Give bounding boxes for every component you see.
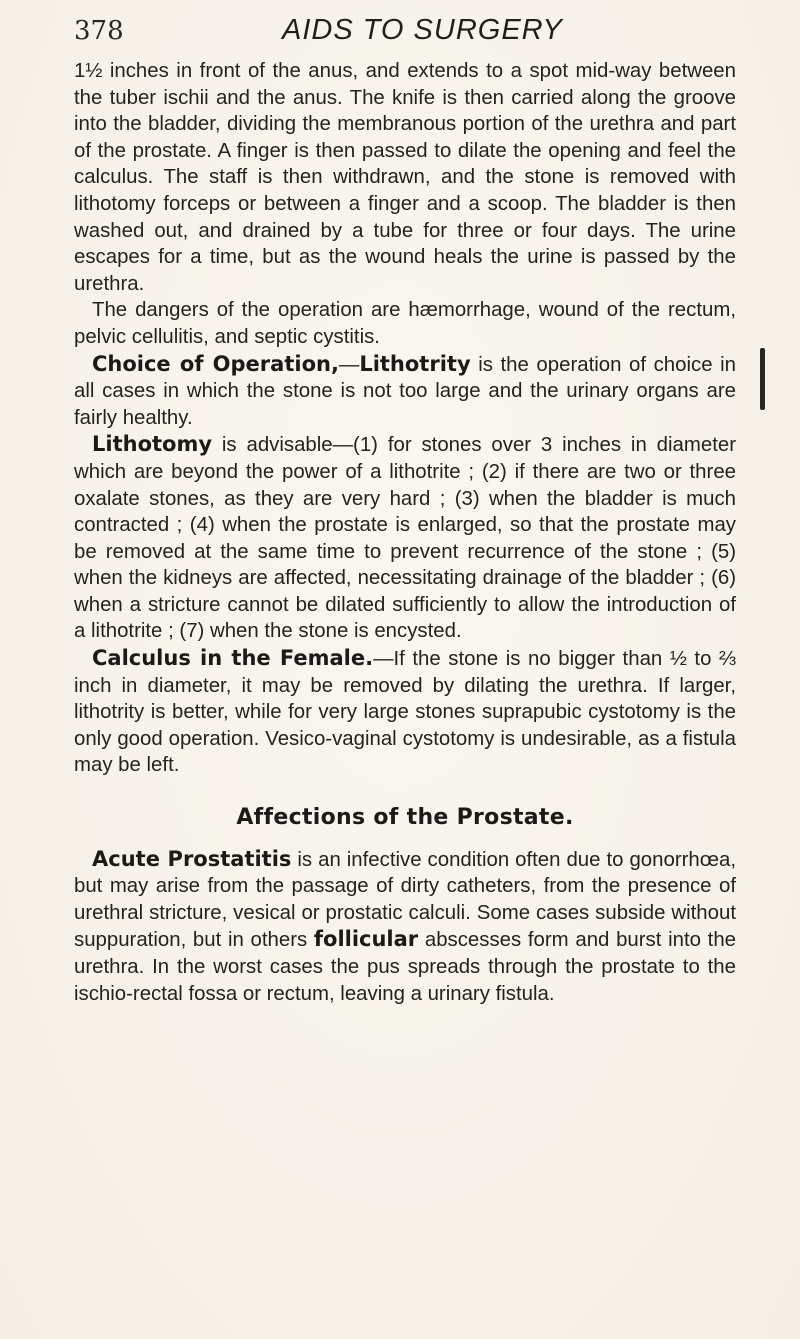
heading-choice-of-operation: Choice of Operation, [92, 351, 339, 376]
running-head: AIDS TO SURGERY [282, 14, 563, 46]
page-number: 378 [74, 16, 124, 46]
paragraph-choice-of-operation [74, 351, 736, 432]
page-header [74, 14, 754, 48]
paragraph-lithotomy-procedure: 1½ inches in front of the anus, and extends to a spot mid-way between the tuber ischii and the anus. The knife is then carried along the groove into the bladder, dividing the membranous portion of the urethra and part of the prostate. A finger is then passed to dilate the opening and feel the calculus. The staff is then withdrawn, and the stone is removed with lithotomy forceps or between a finger and a scoop. The bladder is then washed out, and drained by a tube for three or four days. The urine escapes for a time, but as the wound heals the urine is passed by the urethra. [74, 60, 736, 295]
choice-text: is the operation of choice in all cases in which the stone is not too large and the urinary organs are fairly healthy. [74, 353, 736, 429]
section-heading-prostate: Affections of the Prostate. [236, 805, 574, 831]
term-lithotrity: Lithotrity [359, 351, 471, 376]
paragraph-dangers: The dangers of the operation are hæmorrhage, wound of the rectum, pelvic cellulitis, and septic cystitis. [74, 299, 736, 348]
acute-prostatitis-text-b: abscesses form and burst into the urethra. In the worst cases the pus spreads through the prostate to the ischio-rectal fossa or rectum, leaving a urinary fistula. [74, 929, 736, 1005]
paragraph-calculus-female [74, 645, 736, 779]
paragraph-acute-prostatitis [74, 846, 736, 1008]
body-text [74, 58, 736, 1007]
term-follicular: follicular [313, 927, 419, 952]
calculus-female-text: —If the stone is no bigger than ½ to ⅔ inch in diameter, it may be removed by dilating the urethra. If larger, lithotrity is better, while for very large stones suprapubic cystotomy is the only good operation. Vesico-vaginal cystotomy is undesirable, as a fistula may be left. [74, 648, 736, 777]
heading-calculus-female: Calculus in the Female. [92, 646, 374, 671]
lithotomy-indications-text: is advisable—(1) for stones over 3 inches in diameter which are beyond the power of a lithotrite ; (2) if there are two or three oxalate stones, as they are very hard ; (3) when the bladder is much contracted ; (4) when the prostate is enlarged, so that the prostate may be removed at the same time to prevent recurrence of the stone ; (5) when the kidneys are affected, necessitating drainage of the bladder ; (6) when a stricture cannot be dilated sufficiently to allow the introduction of a lithotrite ; (7) when the stone is encysted. [74, 434, 736, 643]
margin-mark [760, 348, 765, 410]
term-lithotomy: Lithotomy [92, 432, 213, 457]
acute-prostatitis-text-a: is an infective condition often due to gonorrhœa, but may arise from the passage of dirty catheters, from the presence of urethral stricture, vesical or prostatic calculi. Some cases subside without suppuration, but in others [74, 848, 736, 952]
paragraph-lithotomy-indications [74, 431, 736, 645]
heading-acute-prostatitis: Acute Prostatitis [92, 846, 292, 871]
dash: — [338, 353, 360, 376]
